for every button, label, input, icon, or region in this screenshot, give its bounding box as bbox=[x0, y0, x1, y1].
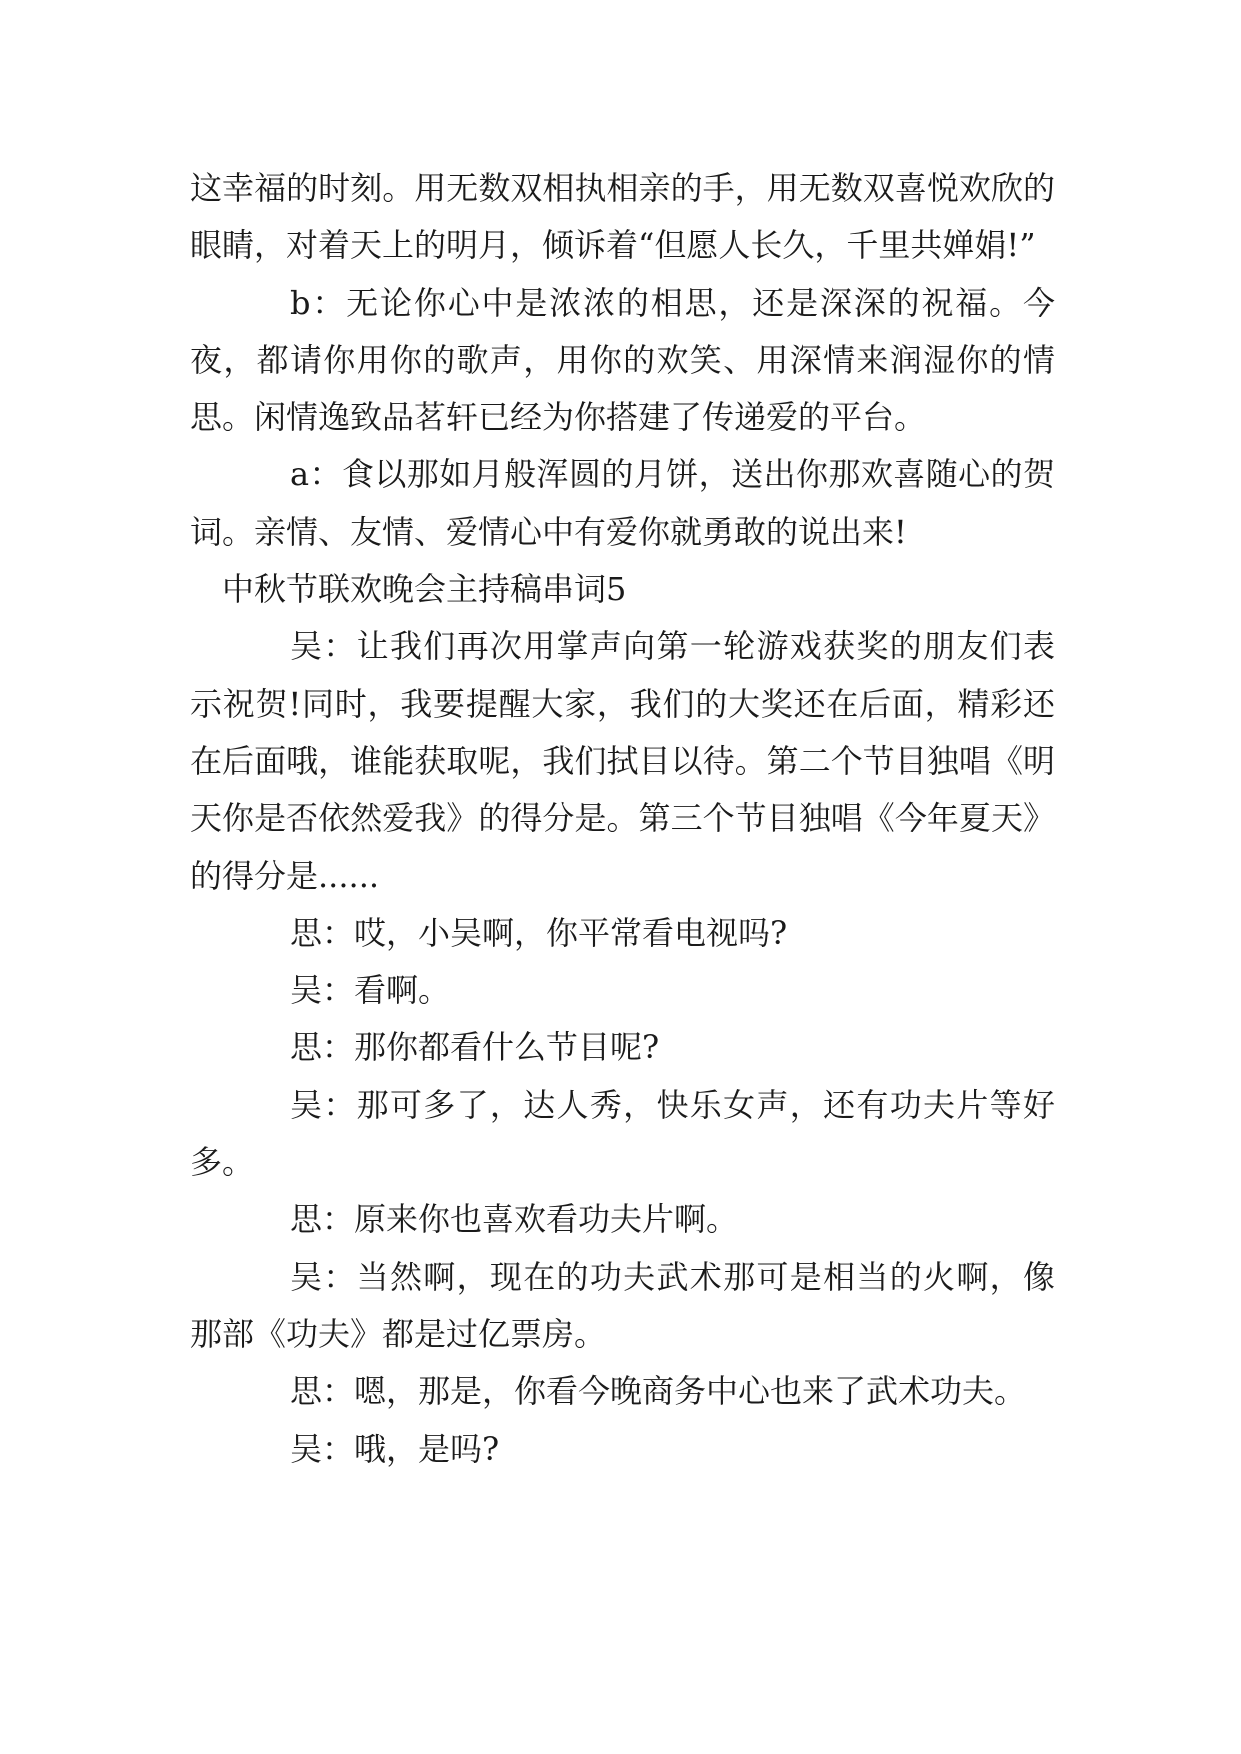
paragraph-a-speech: a：食以那如月般浑圆的月饼，送出你那欢喜随心的贺词。亲情、友情、爱情心中有爱你就勇敢的说出来! bbox=[190, 455, 1055, 551]
paragraph-wu-speech-4: 吴：当然啊，现在的功夫武术那可是相当的火啊，像那部《功夫》都是过亿票房。 bbox=[190, 1257, 1055, 1353]
paragraph-si-speech-2: 思：那你都看什么节目呢? bbox=[290, 1028, 660, 1067]
paragraph-wu-speech-1: 吴：让我们再次用掌声向第一轮游戏获奖的朋友们表示祝贺!同时，我要提醒大家，我们的大奖还在后面，精彩还在后面哦，谁能获取呢，我们拭目以待。第二个节目独唱《明天你是否依然爱我》的得分是。第三个节目独唱《今年夏天》的得分是...... bbox=[190, 627, 1055, 895]
paragraph-opening: 这幸福的时刻。用无数双相执相亲的手，用无数双喜悦欢欣的眼睛，对着天上的明月，倾诉着“但愿人长久，千里共婵娟!” bbox=[190, 169, 1055, 265]
paragraph-wu-speech-3: 吴：那可多了，达人秀，快乐女声，还有功夫片等好多。 bbox=[190, 1085, 1055, 1182]
paragraph-si-speech-1: 思：哎，小吴啊，你平常看电视吗? bbox=[290, 913, 788, 952]
paragraph-si-speech-3: 思：原来你也喜欢看功夫片啊。 bbox=[290, 1200, 739, 1239]
paragraph-b-speech: b：无论你心中是浓浓的相思，还是深深的祝福。今夜，都请你用你的歌声，用你的欢笑、用深情来润湿你的情思。闲情逸致品茗轩已经为你搭建了传递爱的平台。 bbox=[190, 283, 1055, 437]
document-body bbox=[190, 160, 1055, 1478]
section-heading: 中秋节联欢晚会主持稿串词5 bbox=[222, 570, 627, 609]
paragraph-wu-speech-2: 吴：看啊。 bbox=[290, 971, 451, 1010]
paragraph-si-speech-4: 思：嗯，那是，你看今晚商务中心也来了武术功夫。 bbox=[290, 1372, 1027, 1411]
paragraph-wu-speech-5: 吴：哦，是吗? bbox=[290, 1429, 500, 1468]
